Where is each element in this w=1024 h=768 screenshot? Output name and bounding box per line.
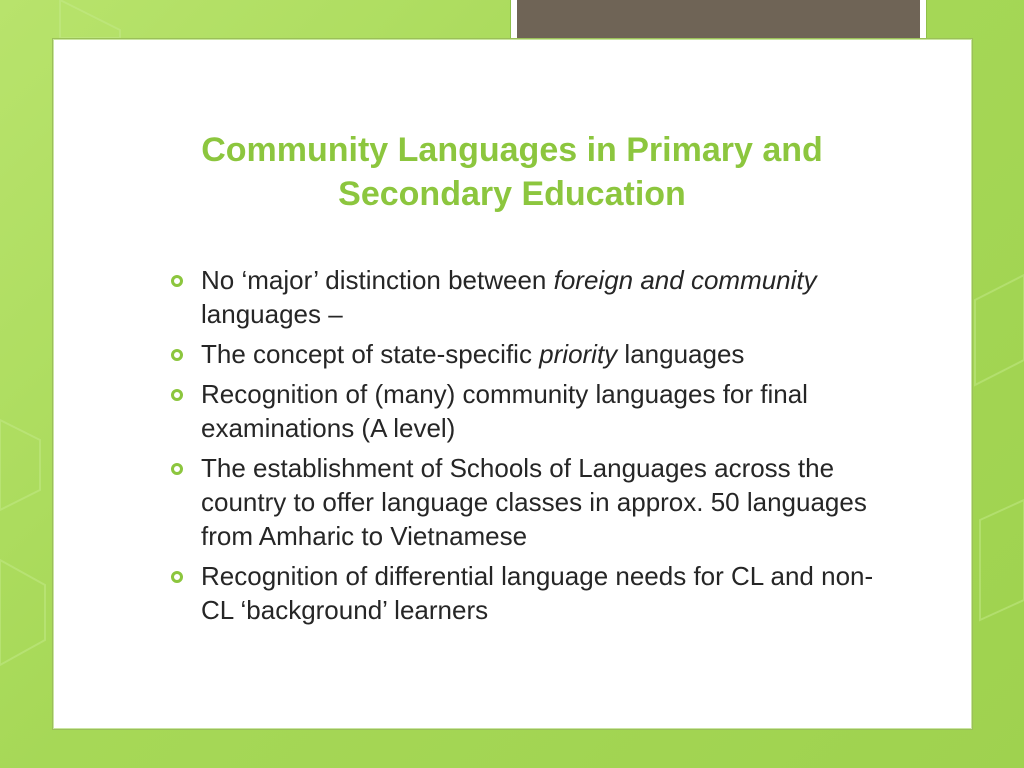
bullet-text: The establishment of Schools of Languages across the country to offer language classes in approx. 50 languages from Amharic to Vietnamese [201, 453, 867, 551]
bullet-text-tail: languages [617, 339, 745, 369]
bullet-text: No ‘major’ distinction between [201, 265, 554, 295]
list-item [165, 559, 885, 627]
title-line-1: Community Languages in Primary and [201, 131, 823, 169]
bullet-text-italic: foreign and community [553, 265, 817, 295]
bullet-text: The concept of state-specific [201, 339, 540, 369]
list-item [165, 451, 885, 553]
bullet-text: Recognition of differential language needs for CL and non-CL ‘background’ learners [201, 561, 874, 625]
title-line-2: Secondary Education [338, 175, 686, 213]
circle-bullet-icon [171, 389, 183, 401]
list-item [165, 263, 885, 331]
bullet-text-italic: priority [539, 339, 618, 369]
slide-title [100, 128, 924, 216]
bullet-list [165, 263, 885, 633]
bullet-text: Recognition of (many) community languages for final examinations (A level) [201, 379, 808, 443]
list-item [165, 337, 885, 371]
circle-bullet-icon [171, 463, 183, 475]
circle-bullet-icon [171, 275, 183, 287]
list-item [165, 377, 885, 445]
bullet-text-tail: languages – [201, 299, 343, 329]
circle-bullet-icon [171, 349, 183, 361]
circle-bullet-icon [171, 571, 183, 583]
